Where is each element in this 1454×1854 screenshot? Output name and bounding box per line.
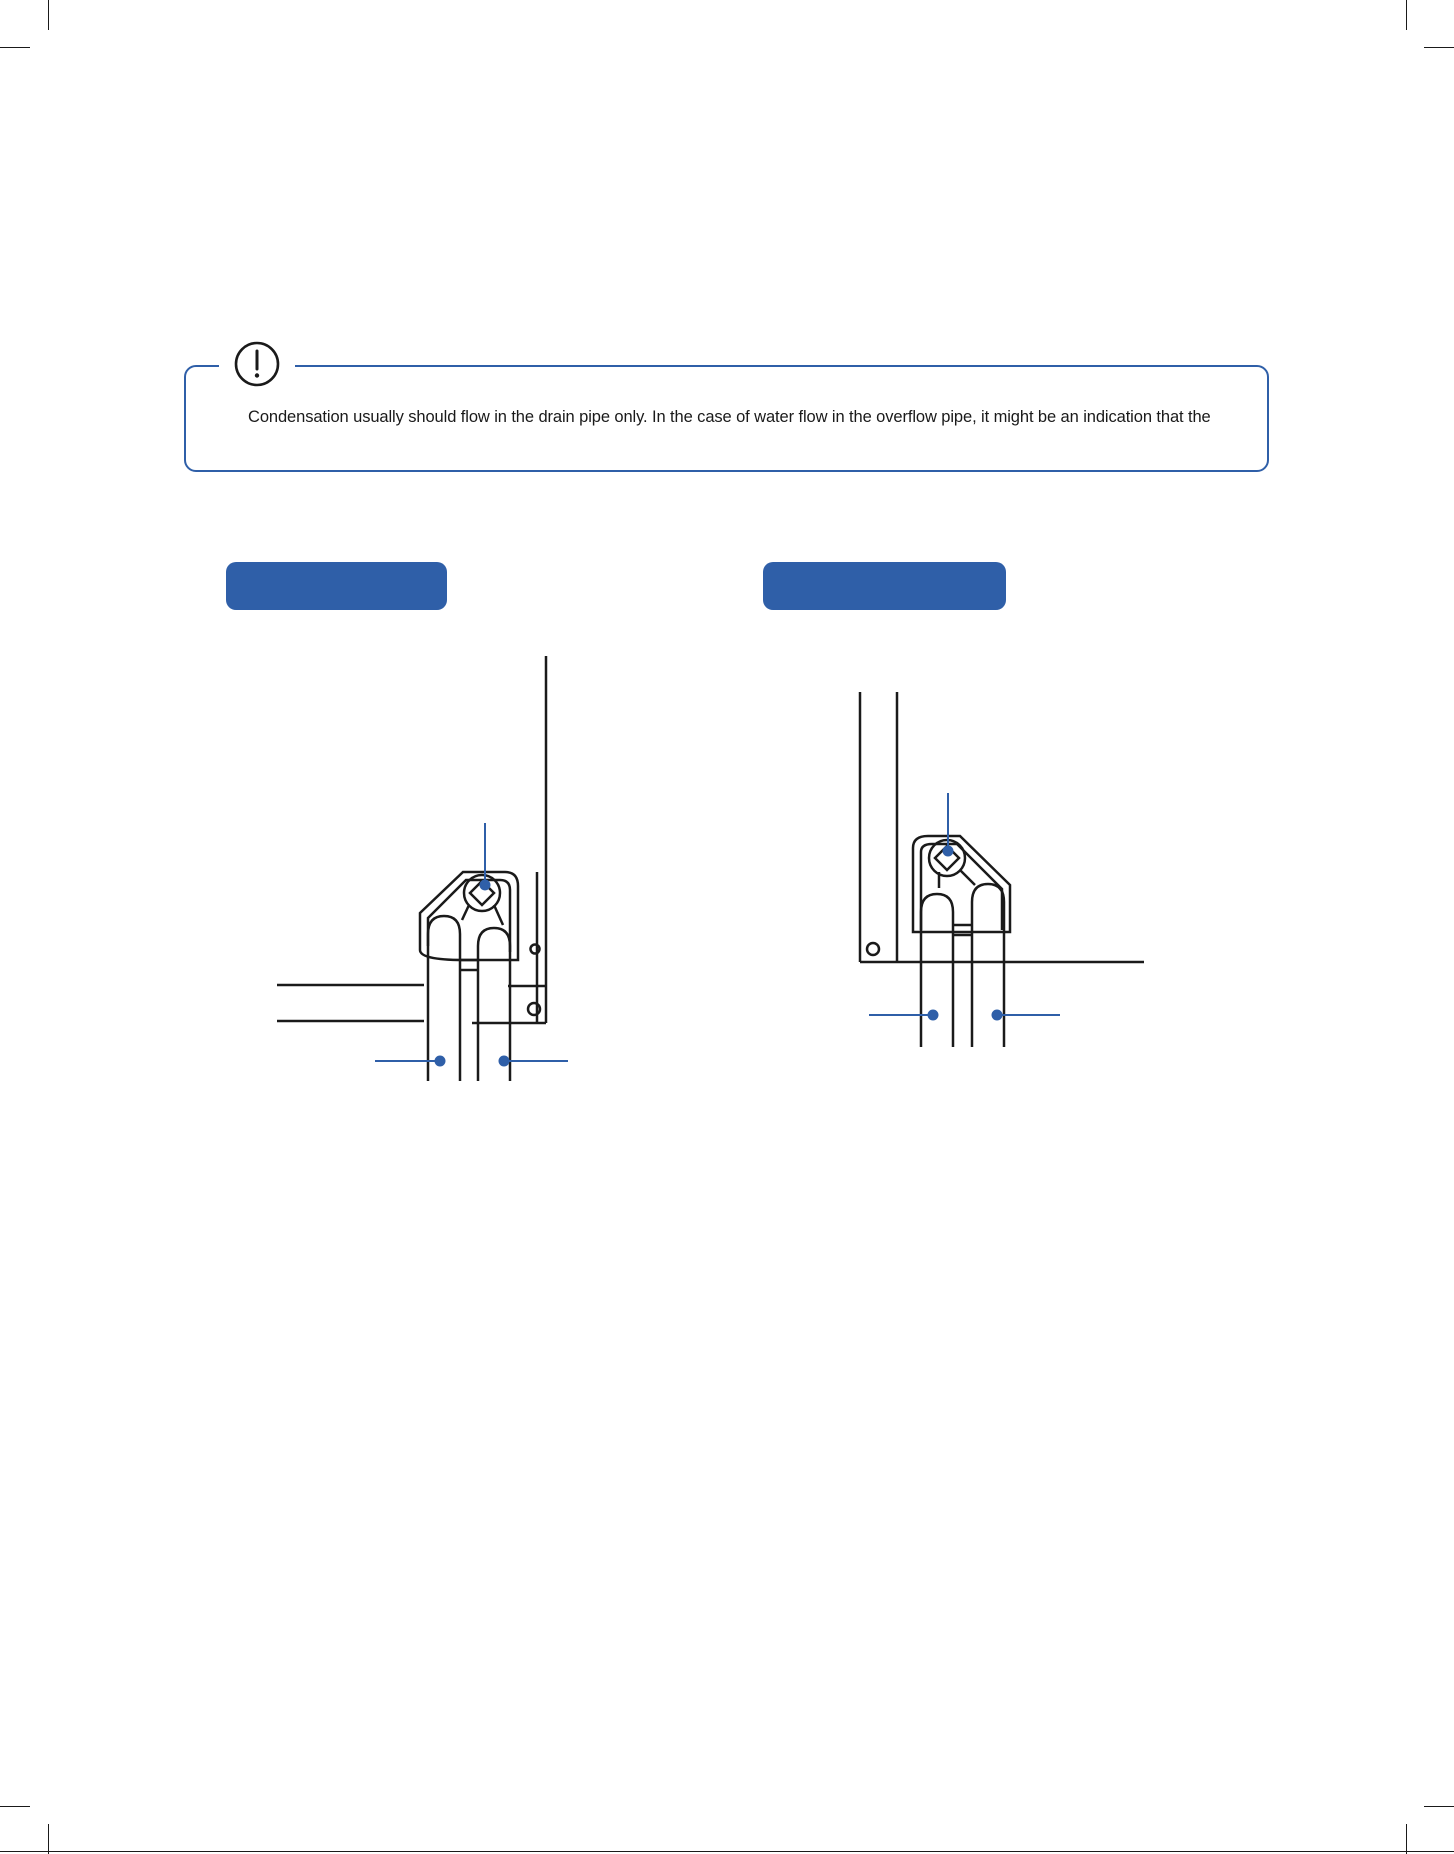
callout-dot-valve [944,847,953,856]
drain-bracket-inner [921,844,1002,930]
valve-stem [462,905,469,920]
notice-text: Condensation usually should flow in the drain pipe only. In the case of water flow in the overflow pipe, it might be an indication that the [248,408,1211,426]
pipe-right [972,884,1004,1047]
left-diagram [277,656,546,1081]
valve-stem [960,870,975,885]
callout-dot-drain [929,1011,938,1020]
callout-dot-overflow [500,1057,509,1066]
drain-bracket [420,872,518,960]
valve-stem [494,905,503,925]
screw-hole [867,943,879,955]
pipe-left [921,894,953,1047]
callout-dot-drain [436,1057,445,1066]
callout-dot-valve [481,881,490,890]
callout-dot-overflow [993,1011,1002,1020]
pipe-left [428,916,460,1081]
left-callouts [375,823,568,1066]
page-footer-line [0,1851,1454,1852]
right-diagram [860,692,1144,1047]
